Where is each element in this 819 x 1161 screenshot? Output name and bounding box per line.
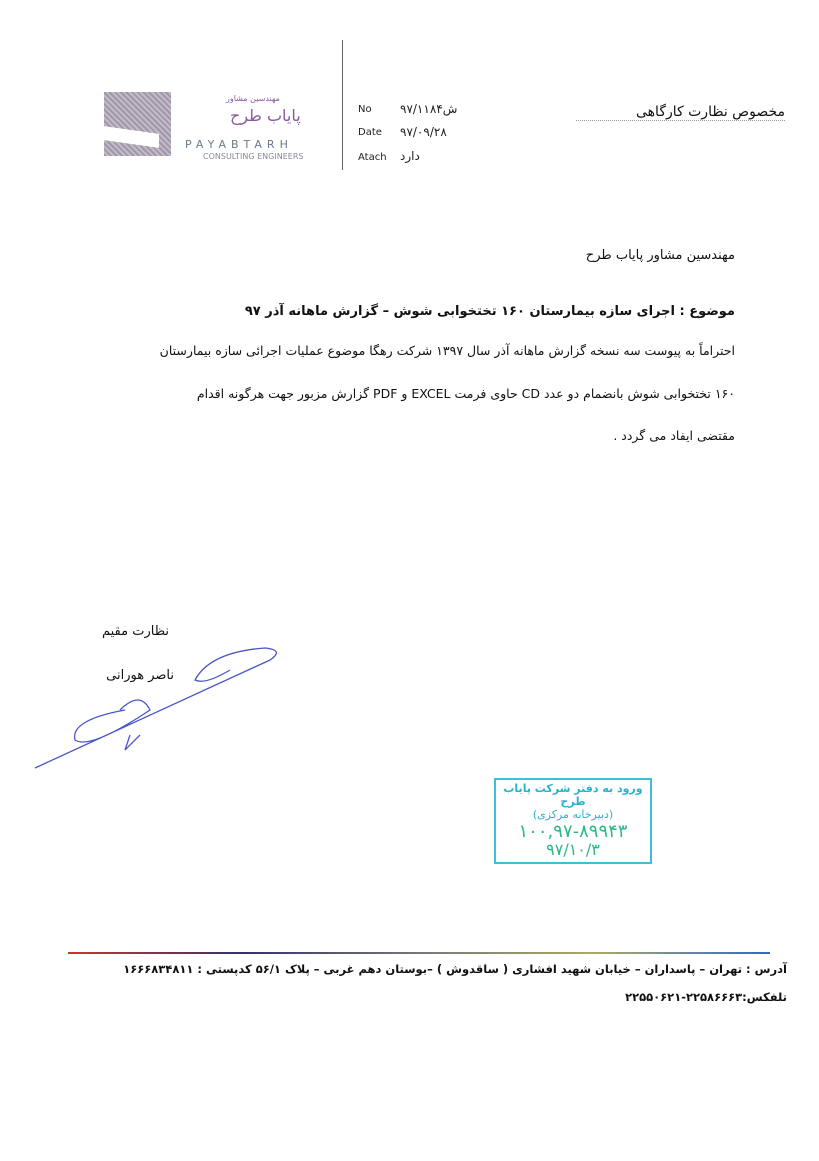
- body-line: مقتضی ایفاد می گردد .: [613, 428, 735, 443]
- subject: موضوع : اجرای سازه بیمارستان ۱۶۰ تختخوابی شوش – گزارش ماهانه آذر ۹۷: [244, 304, 735, 319]
- no-label: No: [358, 104, 372, 115]
- stamp-date: ۹۷/۱۰/۳: [546, 840, 600, 859]
- footer-fax: تلفکس:۲۲۵۸۶۶۶۳-۲۲۵۵۰۶۲۱: [625, 990, 787, 1004]
- no-value: ۹۷/۱۱۸۴ش: [400, 102, 458, 116]
- company-name-small: مهندسین مشاور: [226, 94, 280, 103]
- receipt-stamp: [494, 778, 652, 864]
- signer-name: ناصر هورانی: [106, 668, 174, 683]
- header-divider: [342, 40, 343, 170]
- attach-label: Atach: [358, 152, 387, 163]
- company-logo-mark: [104, 92, 171, 156]
- signature: [30, 640, 290, 780]
- special-note: مخصوص نظارت کارگاهی: [576, 104, 785, 121]
- footer-rule: [68, 952, 770, 954]
- signer-title: نظارت مقیم: [101, 624, 169, 639]
- company-name-fa: پایاب طرح: [230, 106, 301, 125]
- recipient: مهندسین مشاور پایاب طرح: [585, 248, 735, 263]
- attach-value: دارد: [400, 149, 420, 163]
- date-label: Date: [358, 127, 382, 138]
- body-line: احتراماً به پیوست سه نسخه گزارش ماهانه آذر سال ۱۳۹۷ شرکت رهگا موضوع عملیات اجرائی سازه بیمارستان: [159, 343, 735, 358]
- company-name-en: PAYABTARH: [185, 138, 293, 151]
- stamp-number: ۱۰۰,۹۷-۸۹۹۴۳: [518, 821, 628, 842]
- company-tagline: CONSULTING ENGINEERS: [203, 152, 304, 161]
- footer-address: آدرس : تهران – پاسداران – خیابان شهید افشاری ( ساقدوش ) –بوستان دهم غربی – پلاک ۵۶/۱ کدپستی : ۱۶۶۶۸۳۴۸۱۱: [123, 962, 787, 976]
- stamp-line1: ورود به دفتر شرکت پایاب طرح: [503, 782, 643, 808]
- date-value: ۹۷/۰۹/۲۸: [400, 125, 447, 139]
- stamp-line2: (دبیرخانه مرکزی): [532, 808, 614, 821]
- body-line: ۱۶۰ تختخوابی شوش بانضمام دو عدد CD حاوی فرمت EXCEL و PDF گزارش مزبور جهت هرگونه اقدام: [196, 386, 735, 401]
